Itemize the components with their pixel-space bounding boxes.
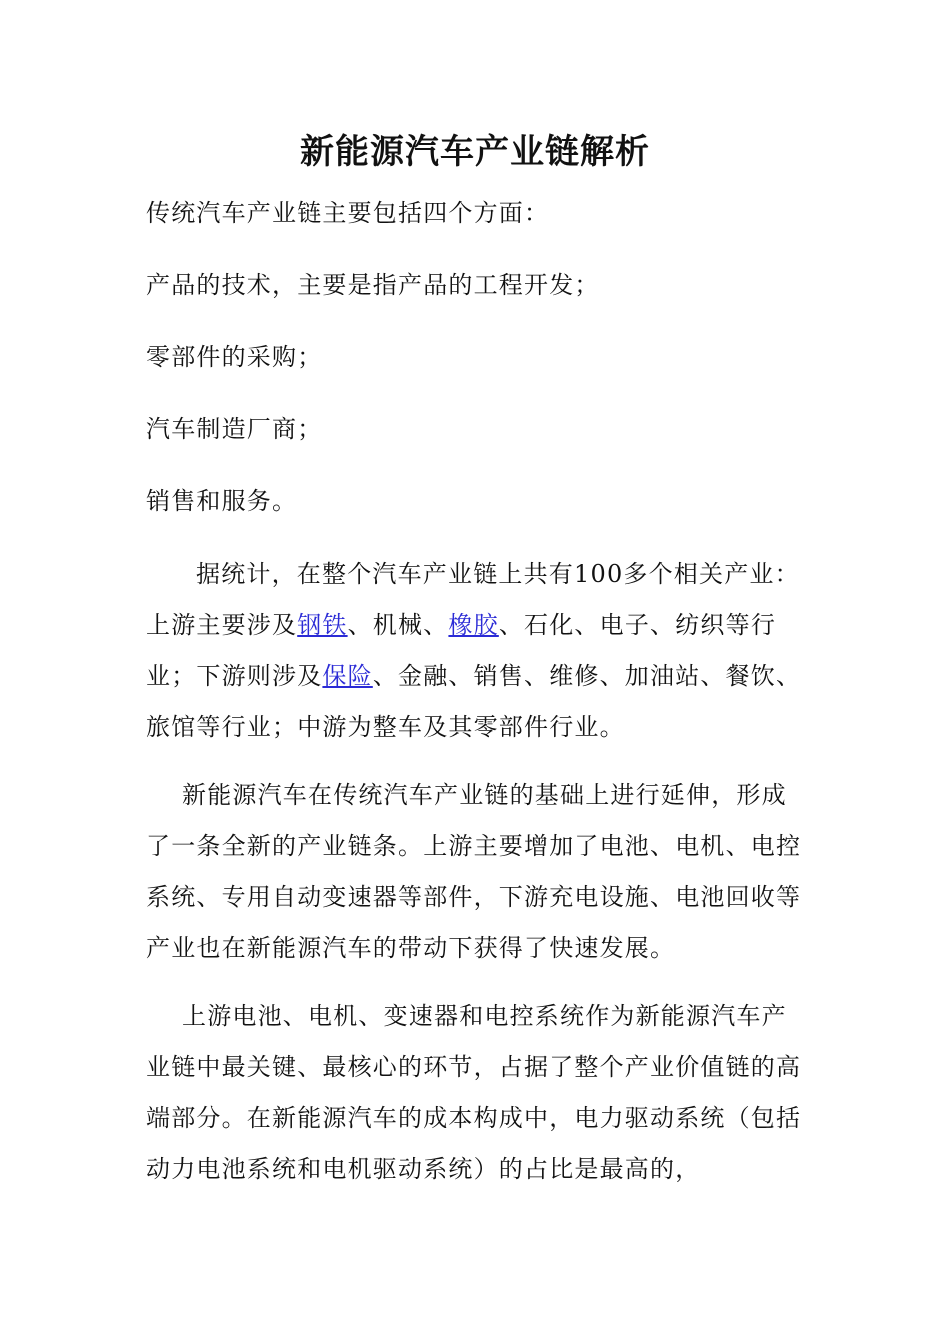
paragraph-new-energy-chain: 新能源汽车在传统汽车产业链的基础上进行延伸，形成了一条全新的产业链条。上游主要增加了电池、电机、电控系统、专用自动变速器等部件，下游充电设施、电池回收等产业也在新能源汽车的带动下获得了快速发展。: [146, 781, 802, 962]
list-item-sales-service: 销售和服务。: [146, 487, 298, 515]
paragraph-text: 、机械、: [347, 611, 449, 639]
document-title: 新能源汽车产业链解析: [300, 132, 650, 172]
list-item-parts-purchase: 零部件的采购；: [146, 343, 323, 371]
paragraph-text: 据统计，在整个汽车产业链上共有100多个相关产业：上游主要涉及: [146, 560, 800, 639]
paragraph-text: 、石化、电子、纺织等行业；下游则涉及: [146, 611, 777, 690]
paragraph-upstream-core: 上游电池、电机、变速器和电控系统作为新能源汽车产业链中最关键、最核心的环节，占据了整个产业价值链的高端部分。在新能源汽车的成本构成中，电力驱动系统（包括动力电池系统和电机驱动系统）的占比是最高的，: [146, 1002, 802, 1183]
intro-text: 传统汽车产业链主要包括四个方面：: [146, 199, 550, 227]
link-steel[interactable]: 钢铁: [297, 611, 348, 639]
paragraph-text: 、金融、销售、维修、加油站、餐饮、旅馆等行业；中游为整车及其零部件行业。: [146, 662, 802, 741]
list-item-manufacturer: 汽车制造厂商；: [146, 415, 323, 443]
link-insurance[interactable]: 保险: [322, 662, 373, 690]
paragraph-industry-stats: [146, 549, 806, 753]
list-item-product-tech: 产品的技术，主要是指产品的工程开发；: [146, 271, 600, 299]
link-rubber[interactable]: 橡胶: [448, 611, 499, 639]
